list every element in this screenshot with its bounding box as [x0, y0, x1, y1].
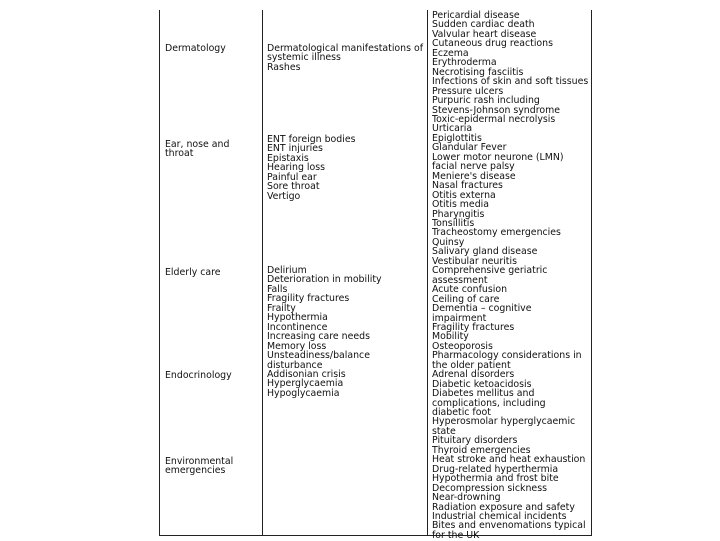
condition-item: Diabetic ketoacidosis	[432, 378, 532, 390]
condition-item: state	[432, 425, 456, 437]
condition-item: Glandular Fever	[432, 142, 507, 154]
condition-item: Mobility	[432, 331, 469, 343]
condition-item: Heat stroke and heat exhaustion	[432, 454, 586, 466]
category-dermatology: Dermatology	[165, 43, 226, 54]
condition-item: Thyroid emergencies	[432, 444, 531, 456]
condition-item: Bites and envenomations typical	[432, 520, 586, 532]
condition-item: Stevens-Johnson syndrome	[432, 104, 560, 116]
condition-item: Eczema	[432, 47, 469, 59]
condition-item: Radiation exposure and safety	[432, 501, 575, 513]
table-border-left	[159, 10, 160, 536]
condition-item: Pericardial disease	[432, 10, 520, 21]
condition-item: Vestibular neuritis	[432, 255, 517, 267]
condition-column	[432, 11, 590, 540]
condition-item: Valvular heart disease	[432, 28, 537, 40]
presentations-dermatology: Dermatological manifestations of systemic illness Rashes	[267, 43, 424, 73]
condition-item: Comprehensive geriatric	[432, 265, 548, 277]
category-ent: Ear, nose and throat	[165, 139, 230, 160]
condition-item: Pharyngitis	[432, 208, 485, 220]
condition-item: assessment	[432, 274, 488, 286]
condition-item: Fragility fractures	[432, 321, 515, 333]
condition-item: Infections of skin and soft tissues	[432, 76, 589, 88]
column-divider-1	[262, 10, 263, 536]
condition-item: Urticaria	[432, 123, 473, 135]
condition-item: Sudden cardiac death	[432, 19, 535, 31]
condition-item: Cutaneous drug reactions	[432, 38, 553, 50]
condition-item: Tonsillitis	[432, 217, 475, 229]
condition-item: Pharmacology considerations in	[432, 350, 582, 362]
condition-item: Drug-related hyperthermia	[432, 463, 559, 475]
condition-item: Otitis externa	[432, 189, 496, 201]
condition-item: Meniere's disease	[432, 170, 516, 182]
condition-item: Hypothermia and frost bite	[432, 473, 559, 485]
category-environmental: Environmental emergencies	[165, 456, 234, 477]
presentations-endocrinology: Addisonian crisis Hyperglycaemia Hypoglycaemia	[267, 369, 346, 399]
condition-item: Acute confusion	[432, 284, 508, 296]
condition-item: Industrial chemical incidents	[432, 511, 567, 523]
condition-item: Toxic-epidermal necrolysis	[432, 113, 556, 125]
condition-item: Purpuric rash including	[432, 95, 540, 107]
condition-item: Pressure ulcers	[432, 85, 504, 97]
condition-item: Ceiling of care	[432, 293, 500, 305]
presentations-ent: ENT foreign bodies ENT injuries Epistaxis Hearing loss Painful ear Sore throat Vertigo	[267, 134, 356, 202]
condition-item: for the UK	[432, 529, 480, 541]
category-elderly-care: Elderly care	[165, 267, 221, 278]
condition-item: diabetic foot	[432, 407, 491, 419]
condition-item: complications, including	[432, 397, 546, 409]
condition-item: Near-drowning	[432, 492, 501, 504]
condition-item: Diabetes mellitus and	[432, 388, 535, 400]
condition-item: Salivary gland disease	[432, 246, 538, 258]
condition-item: Tracheostomy emergencies	[432, 227, 561, 239]
condition-item: Osteoporosis	[432, 340, 493, 352]
condition-item: Lower motor neurone (LMN)	[432, 151, 564, 163]
condition-item: Necrotising fasciitis	[432, 66, 524, 78]
condition-item: Pituitary disorders	[432, 435, 518, 447]
condition-item: the older patient	[432, 359, 511, 371]
condition-item: Nasal fractures	[432, 180, 503, 192]
presentations-elderly: Delirium Deterioration in mobility Falls Fragility fractures Frailty Hypothermia Incontinence Increasing care needs Memory loss Unsteadiness/balance disturbance	[267, 265, 382, 371]
condition-item: Adrenal disorders	[432, 369, 515, 381]
condition-item: Dementia – cognitive	[432, 303, 532, 315]
condition-item: facial nerve palsy	[432, 161, 515, 173]
curriculum-table	[159, 10, 592, 541]
table-border-right	[591, 10, 592, 536]
column-divider-2	[427, 10, 428, 536]
condition-item: Epiglottitis	[432, 132, 482, 144]
category-endocrinology: Endocrinology	[165, 370, 232, 381]
condition-item: Hyperosmolar hyperglycaemic	[432, 416, 576, 428]
condition-item: Quinsy	[432, 236, 465, 248]
condition-item: Erythroderma	[432, 57, 497, 69]
condition-item: Decompression sickness	[432, 482, 547, 494]
condition-item: impairment	[432, 312, 487, 324]
condition-item: Otitis media	[432, 199, 490, 211]
